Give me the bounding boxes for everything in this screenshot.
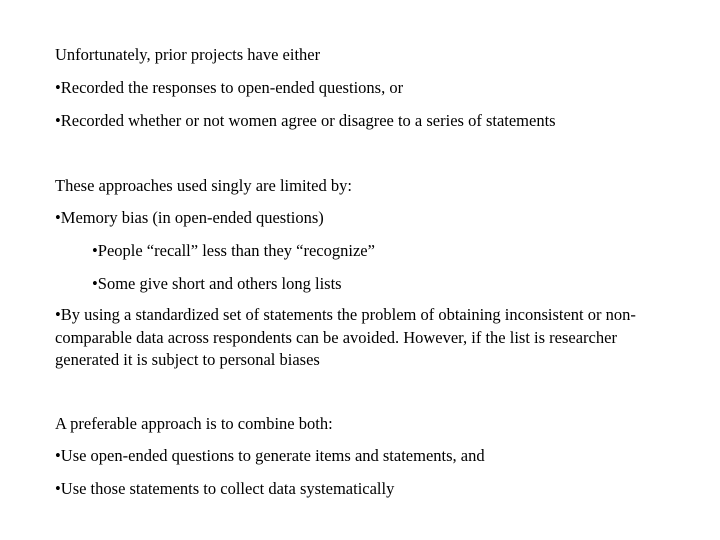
section3-bullet-2: •Use those statements to collect data systematically	[55, 479, 395, 498]
section2-sub-bullet-2: •Some give short and others long lists	[92, 274, 342, 293]
section2-intro: These approaches used singly are limited by:	[55, 176, 352, 195]
section2-sub-bullet-1: •People “recall” less than they “recognize”	[92, 241, 375, 260]
section2-bullet-1: •Memory bias (in open-ended questions)	[55, 208, 324, 227]
section1-bullet-2: •Recorded whether or not women agree or disagree to a series of statements	[55, 111, 556, 130]
section3-intro: A preferable approach is to combine both:	[55, 414, 333, 433]
section1-intro: Unfortunately, prior projects have either	[55, 45, 321, 64]
section3-bullet-1: •Use open-ended questions to generate items and statements, and	[55, 446, 485, 465]
section1-bullet-1: •Recorded the responses to open-ended questions, or	[55, 78, 404, 97]
section2-bullet-2: •By using a standardized set of statements the problem of obtaining inconsistent or non-comparable data across respondents can be avoided. However, if the list is researcher generated it is subject to personal biases	[55, 305, 636, 369]
